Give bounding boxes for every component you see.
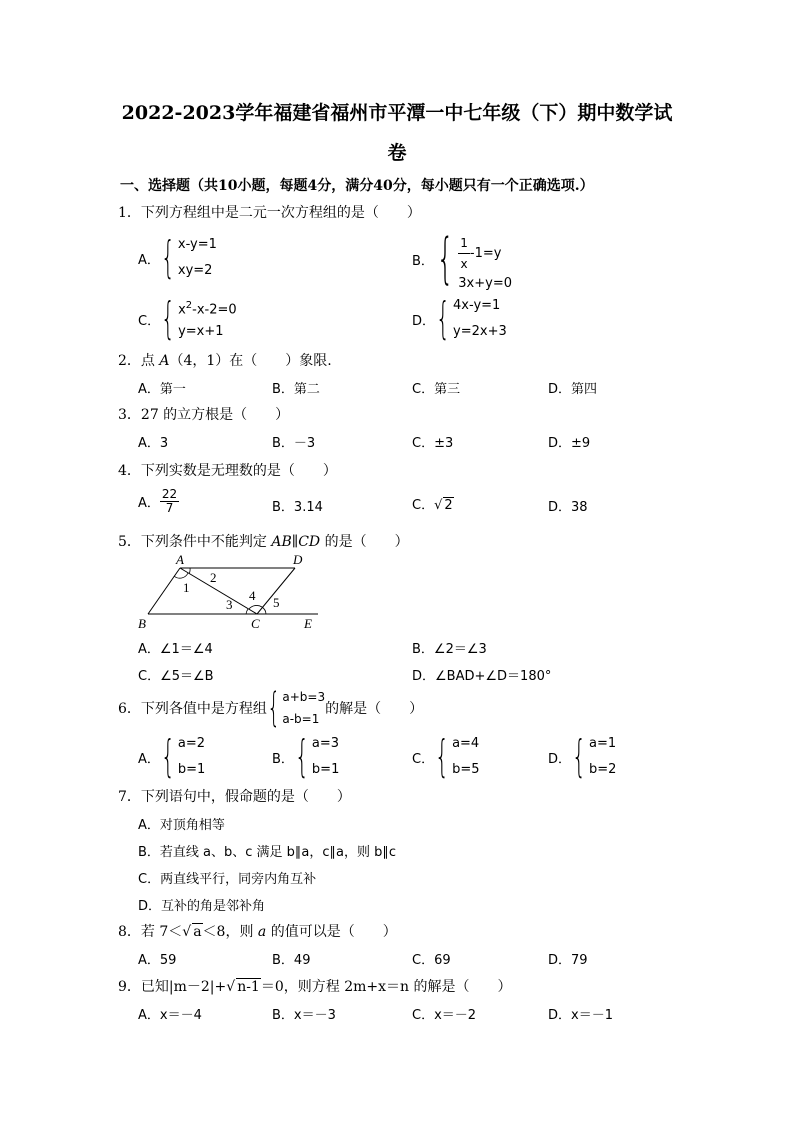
q5-geometry-figure <box>130 552 330 632</box>
question-9-stem: 9．已知|m－2|+√ n-1＝0，则方程 2m+x＝n 的解是（ ） <box>118 979 512 995</box>
label-angle-5: 5 <box>273 595 280 610</box>
q8-option-b[interactable]: B．49 <box>272 953 311 968</box>
sqrt-icon: √ <box>226 979 236 995</box>
q5-option-b[interactable]: B．∠2＝∠3 <box>412 642 487 657</box>
question-8-stem: 8．若 7＜√ a＜8，则 a 的值可以是（ ） <box>118 924 397 940</box>
angle-4-arc <box>249 605 262 609</box>
q6-option-d[interactable]: D． { a=1 b=2 <box>548 731 617 782</box>
q1-option-c[interactable]: C． { $x^2-x-2=0$ y=x+1 <box>138 293 237 344</box>
label-a: A <box>176 552 184 567</box>
left-brace-icon: { <box>161 293 176 344</box>
q6-option-a[interactable]: A． { a=2 b=1 <box>138 731 206 782</box>
q5-option-a[interactable]: A．∠1＝∠4 <box>138 642 213 657</box>
q8-option-a[interactable]: A．59 <box>138 953 177 968</box>
q8-option-c[interactable]: C．69 <box>412 953 451 968</box>
sqrt-icon: √ <box>182 924 192 940</box>
question-2-stem: 2．点 A（4，1）在（ ）象限. <box>118 353 332 369</box>
line-ac <box>180 568 257 614</box>
q1-option-b[interactable]: B． { $\frac{1}{x}$ -1=y 3x+y=0 <box>412 227 512 291</box>
q2-option-c[interactable]: C．第三 <box>412 382 461 397</box>
question-7-stem: 7．下列语句中，假命题的是（ ） <box>118 789 351 805</box>
q2-option-b[interactable]: B．第二 <box>272 382 320 397</box>
section-heading: 一、选择题（共10小题，每题4分，满分40分，每小题只有一个正确选项.） <box>120 178 594 194</box>
q3-option-d[interactable]: D．±9 <box>548 436 591 451</box>
q1-option-d[interactable]: D． { 4x-y=1 y=2x+3 <box>412 293 507 344</box>
q7-option-a[interactable]: A．对顶角相等 <box>138 818 225 833</box>
q9-option-d[interactable]: D．x＝－1 <box>548 1008 613 1023</box>
angle-3-arc <box>246 609 248 614</box>
label-d: D <box>293 552 303 567</box>
q6-option-b[interactable]: B． { a=3 b=1 <box>272 731 340 782</box>
q9-option-a[interactable]: A．x＝－4 <box>138 1008 202 1023</box>
q2-option-a[interactable]: A．第一 <box>138 382 186 397</box>
q3-option-a[interactable]: A．3 <box>138 436 169 451</box>
label-angle-4: 4 <box>249 588 256 603</box>
q3-option-c[interactable]: C．±3 <box>412 436 454 451</box>
label-angle-2: 2 <box>210 570 217 585</box>
q9-option-c[interactable]: C．x＝－2 <box>412 1008 477 1023</box>
left-brace-icon: { <box>160 232 175 283</box>
left-brace-icon: { <box>294 731 309 782</box>
exam-title-line2: 卷 <box>387 142 407 164</box>
q7-option-d[interactable]: D．互补的角是邻补角 <box>138 899 266 914</box>
question-6-stem: 6．下列各值中是方程组 { a+b=3 a-b=1 的解是（ ） <box>118 685 424 731</box>
q4-option-c[interactable]: C．√ 2 <box>412 498 453 513</box>
q7-option-b[interactable]: B．若直线 a、b、c 满足 b∥a，c∥a，则 b∥c <box>138 845 397 860</box>
q5-option-c[interactable]: C．∠5＝∠B <box>138 669 214 684</box>
line-ab <box>148 568 180 614</box>
q5-option-d[interactable]: D．∠BAD+∠D＝180° <box>412 669 552 684</box>
exam-title-line1: 2022-2023学年福建省福州市平潭一中七年级（下）期中数学试 <box>121 102 673 124</box>
left-brace-icon: { <box>572 731 587 782</box>
left-brace-icon: { <box>267 685 281 731</box>
angle-2-arc <box>189 568 190 574</box>
left-brace-icon: { <box>160 731 175 782</box>
q9-option-b[interactable]: B．x＝－3 <box>272 1008 336 1023</box>
q3-option-b[interactable]: B．－3 <box>272 436 316 451</box>
label-e: E <box>304 616 312 631</box>
label-angle-3: 3 <box>226 597 233 612</box>
label-angle-1: 1 <box>183 580 190 595</box>
left-brace-icon: { <box>436 227 454 290</box>
left-brace-icon: { <box>435 731 450 782</box>
q4-option-a[interactable]: A． $\frac{22}{7}$ <box>138 487 178 515</box>
q2-option-d[interactable]: D．第四 <box>548 382 598 397</box>
question-3-stem: 3．27 的立方根是（ ） <box>118 407 290 423</box>
q1-option-a[interactable]: A． { x-y=1 xy=2 <box>138 232 217 283</box>
q6-option-c[interactable]: C． { a=4 b=5 <box>412 731 480 782</box>
q8-option-d[interactable]: D．79 <box>548 953 588 968</box>
q4-option-d[interactable]: D．38 <box>548 500 588 515</box>
question-5-stem: 5．下列条件中不能判定 AB∥CD 的是（ ） <box>118 534 409 550</box>
angle-5-arc <box>262 607 266 614</box>
sqrt-icon: √ <box>434 498 443 513</box>
label-b: B <box>138 616 146 631</box>
label-c: C <box>251 616 260 631</box>
q4-option-b[interactable]: B．3.14 <box>272 500 323 515</box>
left-brace-icon: { <box>436 293 451 344</box>
q7-option-c[interactable]: C．两直线平行，同旁内角互补 <box>138 872 317 887</box>
question-1-stem: 1．下列方程组中是二元一次方程组的是（ ） <box>118 205 421 221</box>
question-4-stem: 4．下列实数是无理数的是（ ） <box>118 463 337 479</box>
